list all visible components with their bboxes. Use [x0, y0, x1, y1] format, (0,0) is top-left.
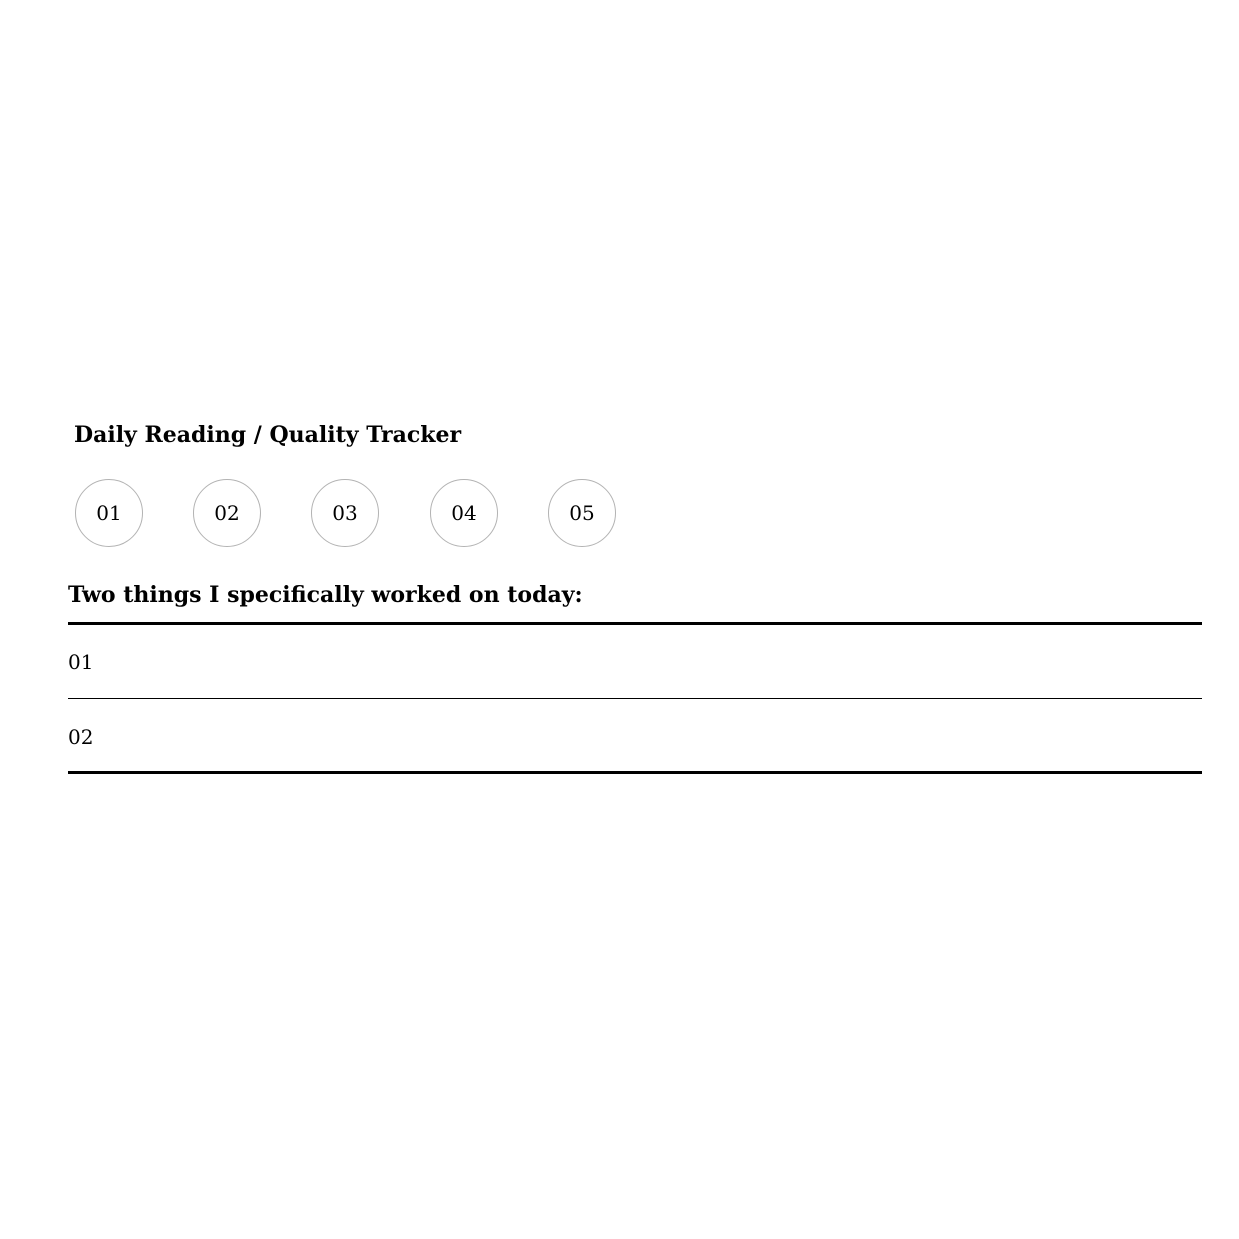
rating-circle-row	[75, 479, 635, 547]
top-divider	[68, 622, 1202, 625]
bottom-divider	[68, 771, 1202, 774]
middle-divider	[68, 698, 1202, 699]
entry-field-02[interactable]	[110, 717, 1194, 759]
rating-circle-04[interactable]: 04	[430, 479, 498, 547]
worked-on-heading: Two things I specifically worked on today:	[68, 582, 583, 608]
rating-circle-03[interactable]: 03	[311, 479, 379, 547]
tracker-title: Daily Reading / Quality Tracker	[74, 422, 462, 448]
rating-circle-02[interactable]: 02	[193, 479, 261, 547]
rating-circle-01[interactable]: 01	[75, 479, 143, 547]
entry-number-02: 02	[68, 725, 94, 749]
entry-field-01[interactable]	[110, 642, 1194, 684]
rating-circle-05[interactable]: 05	[548, 479, 616, 547]
entry-number-01: 01	[68, 650, 94, 674]
